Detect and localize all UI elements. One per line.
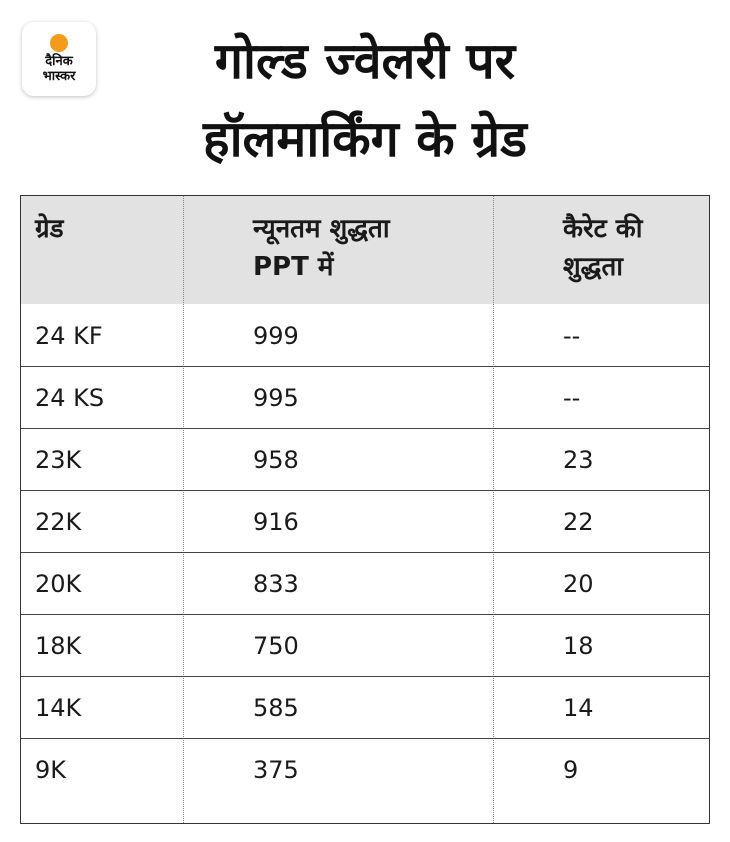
sun-icon [50,34,68,52]
carat-cell: 23 [563,446,594,474]
grade-cell: 18K [35,632,82,660]
dainik-bhaskar-logo [22,22,96,96]
min-purity-cell: 750 [253,632,299,660]
carat-cell: 20 [563,570,594,598]
carat-cell: 22 [563,508,594,536]
min-purity-cell: 585 [253,694,299,722]
page-title-line2: हॉलमार्किंग के ग्रेड [203,110,527,168]
row-divider [21,552,709,553]
grade-cell: 23K [35,446,82,474]
row-divider [21,738,709,739]
carat-cell: -- [563,384,581,412]
min-purity-cell: 833 [253,570,299,598]
grade-cell: 24 KS [35,384,105,412]
page-title-line1: गोल्ड ज्वेलरी पर [214,32,516,90]
grade-cell: 9K [35,756,67,784]
min-purity-cell: 995 [253,384,299,412]
logo-text-line2: भास्कर [42,69,76,84]
carat-cell: 18 [563,632,594,660]
grade-cell: 20K [35,570,82,598]
grade-cell: 14K [35,694,82,722]
carat-cell: 14 [563,694,594,722]
column-divider [493,196,494,823]
carat-cell: 9 [563,756,579,784]
min-purity-cell: 958 [253,446,299,474]
header-min-purity: न्यूनतम शुद्धता PPT में [253,214,390,282]
min-purity-cell: 999 [253,322,299,350]
column-divider [183,196,184,823]
row-divider [21,614,709,615]
header-carat-purity: कैरेट की शुद्धता [563,214,643,282]
min-purity-cell: 916 [253,508,299,536]
carat-cell: -- [563,322,581,350]
row-divider [21,366,709,367]
table-header-row [21,196,709,304]
logo-text-line1: दैनिक [45,54,73,69]
row-divider [21,490,709,491]
row-divider [21,428,709,429]
grade-cell: 22K [35,508,82,536]
row-divider [21,676,709,677]
min-purity-cell: 375 [253,756,299,784]
header-grade: ग्रेड [35,214,64,244]
hallmarking-grade-table [20,195,710,824]
grade-cell: 24 KF [35,322,103,350]
